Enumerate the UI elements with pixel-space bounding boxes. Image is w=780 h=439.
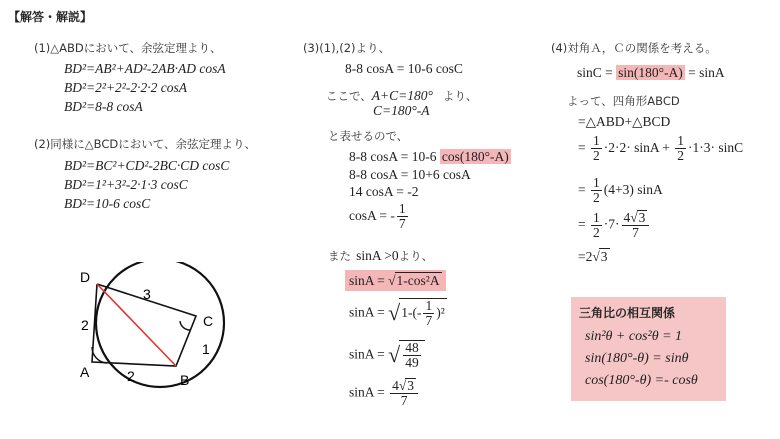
section1-eq3: BD²=8-8 cosA	[64, 99, 143, 114]
frac-num: 1	[593, 209, 600, 225]
eq6-prefix: =2	[578, 249, 593, 264]
section3-eq3: C=180°-A	[373, 103, 430, 118]
section2-title: (2)同様に△BCDにおいて、余弦定理より、	[34, 137, 256, 151]
section4-eq6: =2√3	[578, 249, 608, 264]
section4-eq3	[578, 134, 743, 163]
vertex-c-label: C	[203, 313, 214, 329]
side-ab-label: 2	[127, 368, 135, 384]
frac-den: 7	[425, 313, 433, 329]
mata-text: また	[328, 249, 351, 263]
eq3-prefix: =	[578, 139, 589, 155]
frac-num-radicand: 3	[407, 378, 415, 393]
section4-eq5: = $\frac{1}{2}$ ·7· $\frac{4√3}{7}$	[578, 210, 651, 240]
section1-title: (1)△ABDにおいて、余弦定理より、	[34, 41, 222, 55]
trig-identities-box	[571, 297, 726, 401]
section3-eq6: 14 cosA = -2	[349, 184, 419, 199]
vertex-a-label: A	[80, 364, 90, 380]
sin1-left: sinA =	[349, 273, 389, 288]
eq6-radicand: 3	[600, 249, 608, 264]
eq5-middle: ·7·	[603, 216, 620, 232]
section2-eq3: BD²=10-6 cosC	[64, 196, 151, 211]
section3-sin2: sinA = √1-(- $\frac{1}{7}$ )²	[349, 298, 445, 329]
section3-title: (3)(1),(2)より、	[303, 41, 391, 55]
eq4-suffix: (4+3) sinA	[603, 181, 663, 197]
frac-num: 1	[677, 133, 684, 148]
section4-eq4	[578, 176, 663, 205]
sinc-right: = sinA	[684, 65, 725, 80]
frac-num: 1	[593, 175, 600, 190]
side-da-label: 2	[81, 317, 89, 333]
side-bc-label: 1	[202, 341, 210, 357]
trig-identity-2: sin(180°-θ) = sinθ	[585, 351, 689, 366]
sin2-inner: 1-(-	[401, 304, 422, 320]
myori-text: より、	[398, 249, 434, 263]
answer-header: 【解答・解説】	[8, 10, 93, 24]
frac-num-coef: 4	[392, 378, 399, 393]
section3-eq2: A+C=180°	[371, 88, 433, 103]
frac-num: 48	[405, 340, 419, 355]
frac-den: 2	[593, 190, 600, 206]
sin3-left: sinA =	[349, 346, 389, 362]
section3-eq1: 8-8 cosA = 10-6 cosC	[345, 61, 463, 76]
sin1-radicand: 1-cos²A	[396, 273, 440, 288]
section4-eq2: =△ABD+△BCD	[578, 114, 671, 129]
frac-den: 2	[593, 148, 600, 164]
eq4-prefix: =	[578, 181, 589, 197]
section2-eq2: BD²=1²+3²-2·1·3 cosC	[64, 177, 188, 192]
trig-identity-1: sin²θ + cos²θ = 1	[585, 329, 683, 344]
section3-eq7	[349, 202, 410, 231]
section4-eq1	[577, 65, 725, 81]
section3-eq5: 8-8 cosA = 10+6 cosA	[349, 167, 471, 182]
section3-eq4-highlight: cos(180°-A)	[441, 149, 509, 164]
trig-identity-3: cos(180°-θ) =- cosθ	[585, 373, 698, 388]
frac-den: 7	[400, 393, 408, 409]
frac-num-coef: 4	[623, 210, 631, 225]
sinc-highlight: sin(180°-A)	[618, 65, 683, 80]
sinc-left: sinC =	[577, 65, 617, 80]
section1-eq2: BD²=2²+2²-2·2·2 cosA	[64, 80, 187, 95]
frac-den: 49	[405, 355, 419, 371]
eq3-suffix: ·1·3· sinC	[687, 139, 744, 155]
sin2-close: )²	[436, 304, 445, 320]
frac-den: 7	[632, 225, 639, 241]
section3-eq7-left: cosA = -	[349, 207, 395, 223]
section3-eq4	[349, 149, 511, 165]
angle-c-mark	[180, 321, 190, 330]
section3-mata-line	[328, 245, 433, 264]
here-text: ここで、	[326, 89, 372, 103]
sin1-highlight: sinA = √1-cos²A	[345, 270, 446, 291]
vertex-b-label: B	[180, 372, 190, 388]
sin-condition: sinA >0	[356, 248, 399, 263]
frac-num: 1	[425, 298, 433, 313]
section3-here-line	[326, 85, 477, 104]
quadrilateral-figure	[70, 262, 240, 397]
frac-num: 1	[398, 201, 406, 216]
section1-eq1: BD²=AB²+AD²-2AB·AD cosA	[64, 61, 226, 76]
eq3-middle: ·2·2· sinA +	[603, 139, 674, 155]
side-cd-label: 3	[143, 286, 151, 302]
eq5-prefix: =	[578, 216, 589, 232]
section2-eq1: BD²=BC²+CD²-2BC·CD cosC	[64, 158, 230, 173]
section3-sin1	[345, 270, 446, 291]
section3-eq4-left: 8-8 cosA = 10-6	[349, 149, 440, 164]
frac-den: 2	[677, 148, 684, 164]
frac-num-radicand: 3	[638, 210, 646, 225]
sin4-left: sinA =	[349, 384, 389, 400]
section3-sin4: sinA = $\frac{4√3}{7}$	[349, 378, 420, 408]
trig-box-title: 三角比の相互関係	[579, 306, 676, 320]
frac-num: 1	[593, 133, 600, 148]
yori-text: より、	[442, 89, 478, 103]
frac-den: 7	[398, 216, 406, 232]
section4-yotte: よって、四角形ABCD	[567, 94, 680, 108]
section4-title: (4)対角Ａ，Ｃの関係を考える。	[551, 41, 717, 55]
vertex-d-label: D	[80, 269, 91, 285]
sin2-left: sinA =	[349, 304, 389, 320]
frac-den: 2	[593, 224, 600, 240]
section3-express: と表せるので、	[328, 129, 409, 143]
section3-sin3: sinA = √ $\frac{48}{49}$	[349, 340, 425, 370]
